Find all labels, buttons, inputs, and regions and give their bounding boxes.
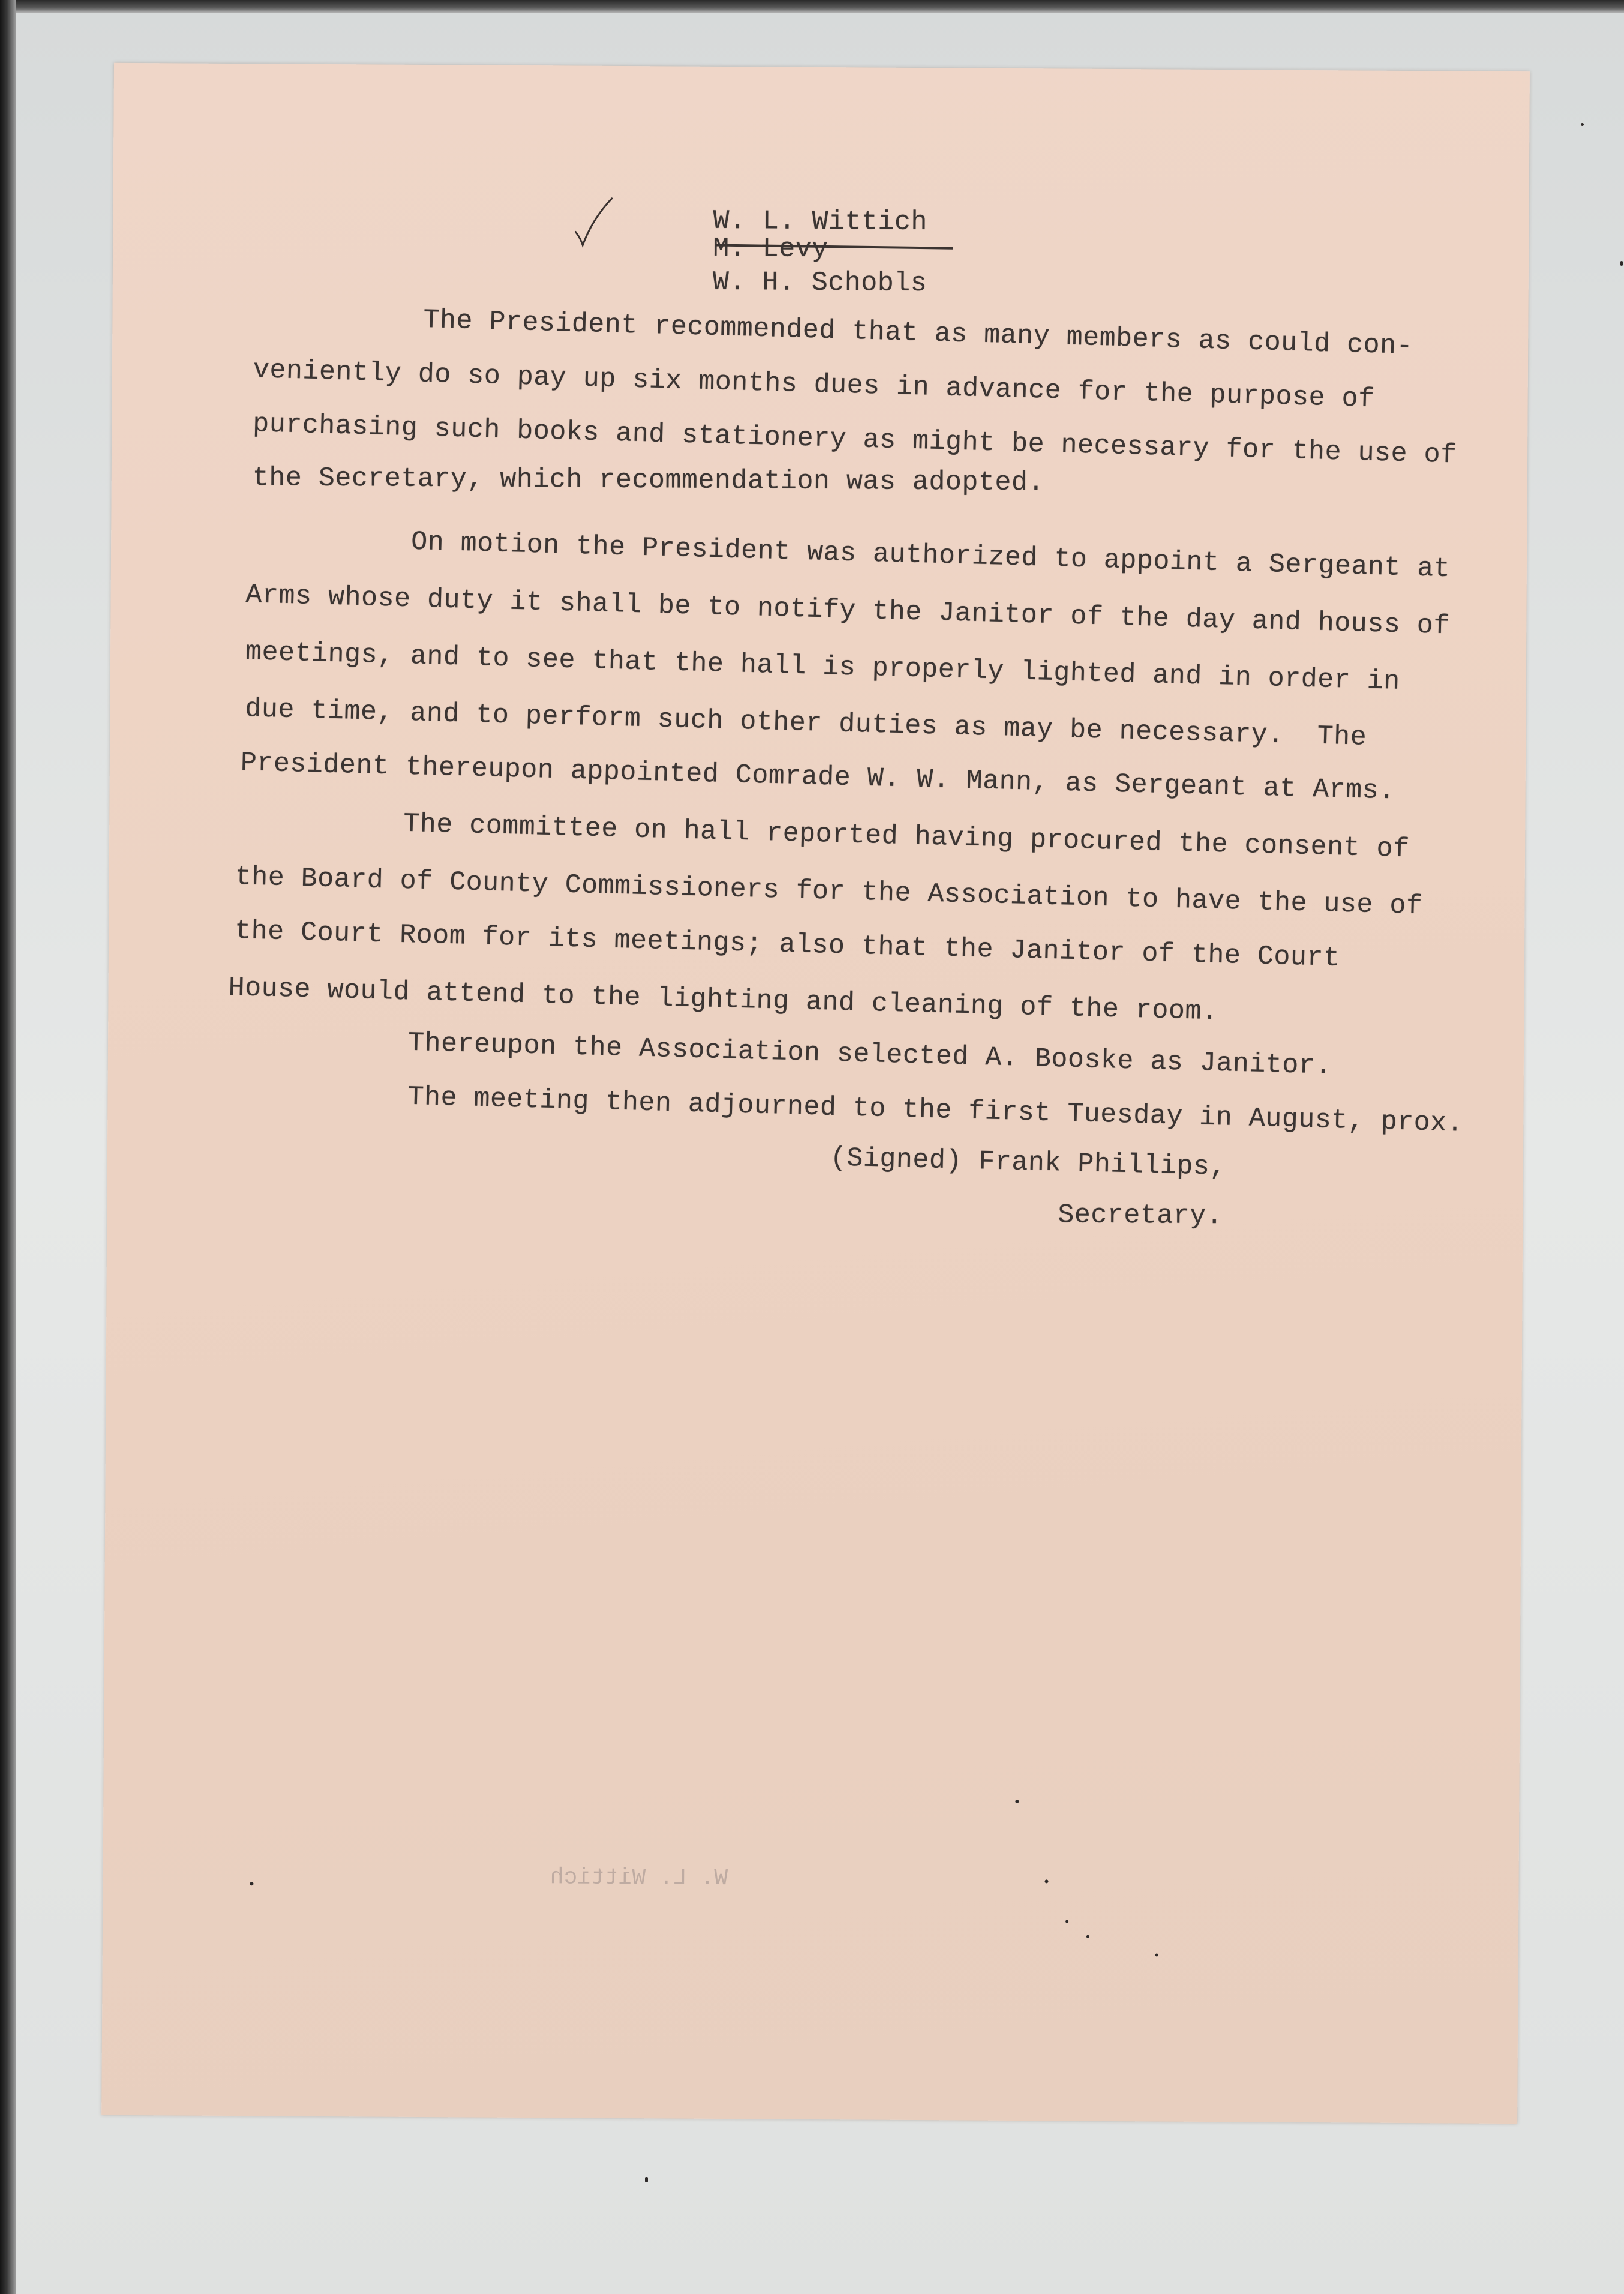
paper-speck [1015, 1800, 1019, 1803]
scan-speck [1581, 123, 1584, 126]
committee-name: M. Levy [712, 233, 828, 265]
paper-speck [1086, 1935, 1089, 1938]
body-line: On motion the President was authorized to appoint a Sergeant at [410, 526, 1451, 585]
body-line: President thereupon appointed Comrade W. W. Mann, as Sergeant at Arms. [240, 748, 1396, 807]
body-line: House would attend to the lighting and cleaning of the room. [227, 972, 1219, 1028]
body-line: Thereupon the Association selected A. Booske as Janitor. [407, 1027, 1332, 1082]
signed-by: (Signed) Frank Phillips, [830, 1142, 1227, 1183]
paper-speck [1155, 1953, 1158, 1956]
body-line: purchasing such books and stationery as might be necessary for the use of [252, 409, 1458, 471]
body-line: due time, and to perform such other duties as may be necessary. The [244, 694, 1367, 753]
body-line: the Court Room for its meetings; also that the Janitor of the Court [234, 916, 1341, 974]
committee-name: W. L. Wittich [713, 205, 928, 238]
typewritten-page [101, 63, 1530, 2124]
scanner-top-edge [0, 0, 1624, 13]
paper-speck [1045, 1879, 1049, 1883]
body-line: The meeting then adjourned to the first Tuesday in August, prox. [407, 1081, 1464, 1139]
scan-speck [1620, 261, 1623, 266]
body-line: veniently do so pay up six months dues in advance for the purpose of [253, 355, 1376, 415]
paper-speck [1065, 1920, 1068, 1923]
committee-name: W. H. Schobls [712, 266, 927, 299]
body-line: Arms whose duty it shall be to notify the Janitor of the day and houss of [245, 580, 1451, 642]
paper-speck [250, 1882, 253, 1885]
body-line: the Secretary, which recommendation was adopted. [252, 463, 1045, 499]
scanner-left-edge [0, 0, 16, 2294]
body-line: The President recommended that as many members as could con- [422, 304, 1413, 362]
body-line: meetings, and to see that the hall is properly lighted and in order in [245, 637, 1401, 697]
body-line: the Board of County Commissioners for the Association to have the use of [235, 862, 1424, 922]
signer-title: Secretary. [1058, 1200, 1223, 1232]
scan-speck [645, 2177, 648, 2182]
check-mark-icon [572, 194, 614, 248]
body-line: The committee on hall reported having procured the consent of [403, 808, 1410, 865]
bleed-through-text: W. L. Wittich [550, 1864, 728, 1892]
